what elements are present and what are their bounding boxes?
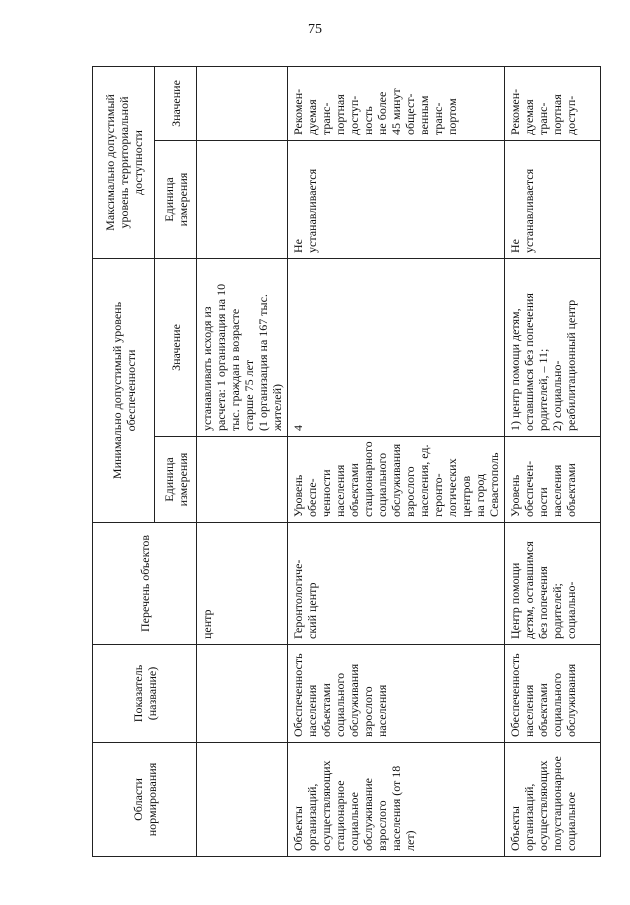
header-min-unit: Единица измерения [155, 437, 197, 523]
header-max-value: Значение [155, 66, 197, 140]
cell-min-value: 1) центр помощи детям, оставшимся без попечения родителей, – 11; 2) социально- реабилитационный центр [505, 259, 601, 437]
table-row [197, 66, 288, 856]
cell-indicator [197, 645, 288, 743]
cell-min-value: устанавливать исходя из расчета: 1 организация на 10 тыс. граждан в возрасте старше 75 лет (1 организация на 167 тыс. жителей) [197, 259, 288, 437]
cell-area: Объекты организаций, осуществляющих стационарное социальное обслуживание взрослого населения (от 18 лет) [288, 743, 505, 857]
page-number: 75 [308, 22, 322, 37]
cell-max-unit: Не устанавливается [288, 141, 505, 259]
header-min-value: Значение [155, 259, 197, 437]
norms-table [92, 66, 601, 857]
header-max-unit: Единица измерения [155, 141, 197, 259]
cell-max-unit [197, 141, 288, 259]
cell-area: Объекты организаций, осуществляющих полустационарное социальное [505, 743, 601, 857]
cell-min-value: 4 [288, 259, 505, 437]
rotated-table-container [92, 67, 578, 857]
header-indicator: Показатель (название) [93, 645, 197, 743]
cell-objects: Геронтологиче- ский центр [288, 523, 505, 645]
cell-objects: Центр помощи детям, оставшимся без попечения родителей; социально- [505, 523, 601, 645]
cell-min-unit: Уровень обеспечен- ности населения объектами [505, 437, 601, 523]
cell-max-value [197, 66, 288, 140]
header-area: Области нормирования [93, 743, 197, 857]
header-max-access: Максимально допустимый уровень территориальной доступности [93, 66, 155, 258]
header-min-level: Минимально допустимый уровень обеспеченности [93, 259, 155, 523]
cell-max-value: Рекомен- дуемая транс- портная доступ- [505, 66, 601, 140]
cell-objects: центр [197, 523, 288, 645]
cell-max-value: Рекомен- дуемая транс- портная доступ- ность не более 45 минут общест- венным транс- портом [288, 66, 505, 140]
header-objects: Перечень объектов [93, 523, 197, 645]
cell-indicator: Обеспеченность населения объектами социального обслуживания [505, 645, 601, 743]
cell-area [197, 743, 288, 857]
table-row [288, 66, 505, 856]
table-row [505, 66, 601, 856]
cell-indicator: Обеспеченность населения объектами социального обслуживания взрослого населения [288, 645, 505, 743]
cell-max-unit: Не устанавливается [505, 141, 601, 259]
cell-min-unit [197, 437, 288, 523]
cell-min-unit: Уровень обеспе- ченности населения объектами стационарного социального обслуживания взрослого населения, ед. геронто- логических центров на город Севастополь [288, 437, 505, 523]
